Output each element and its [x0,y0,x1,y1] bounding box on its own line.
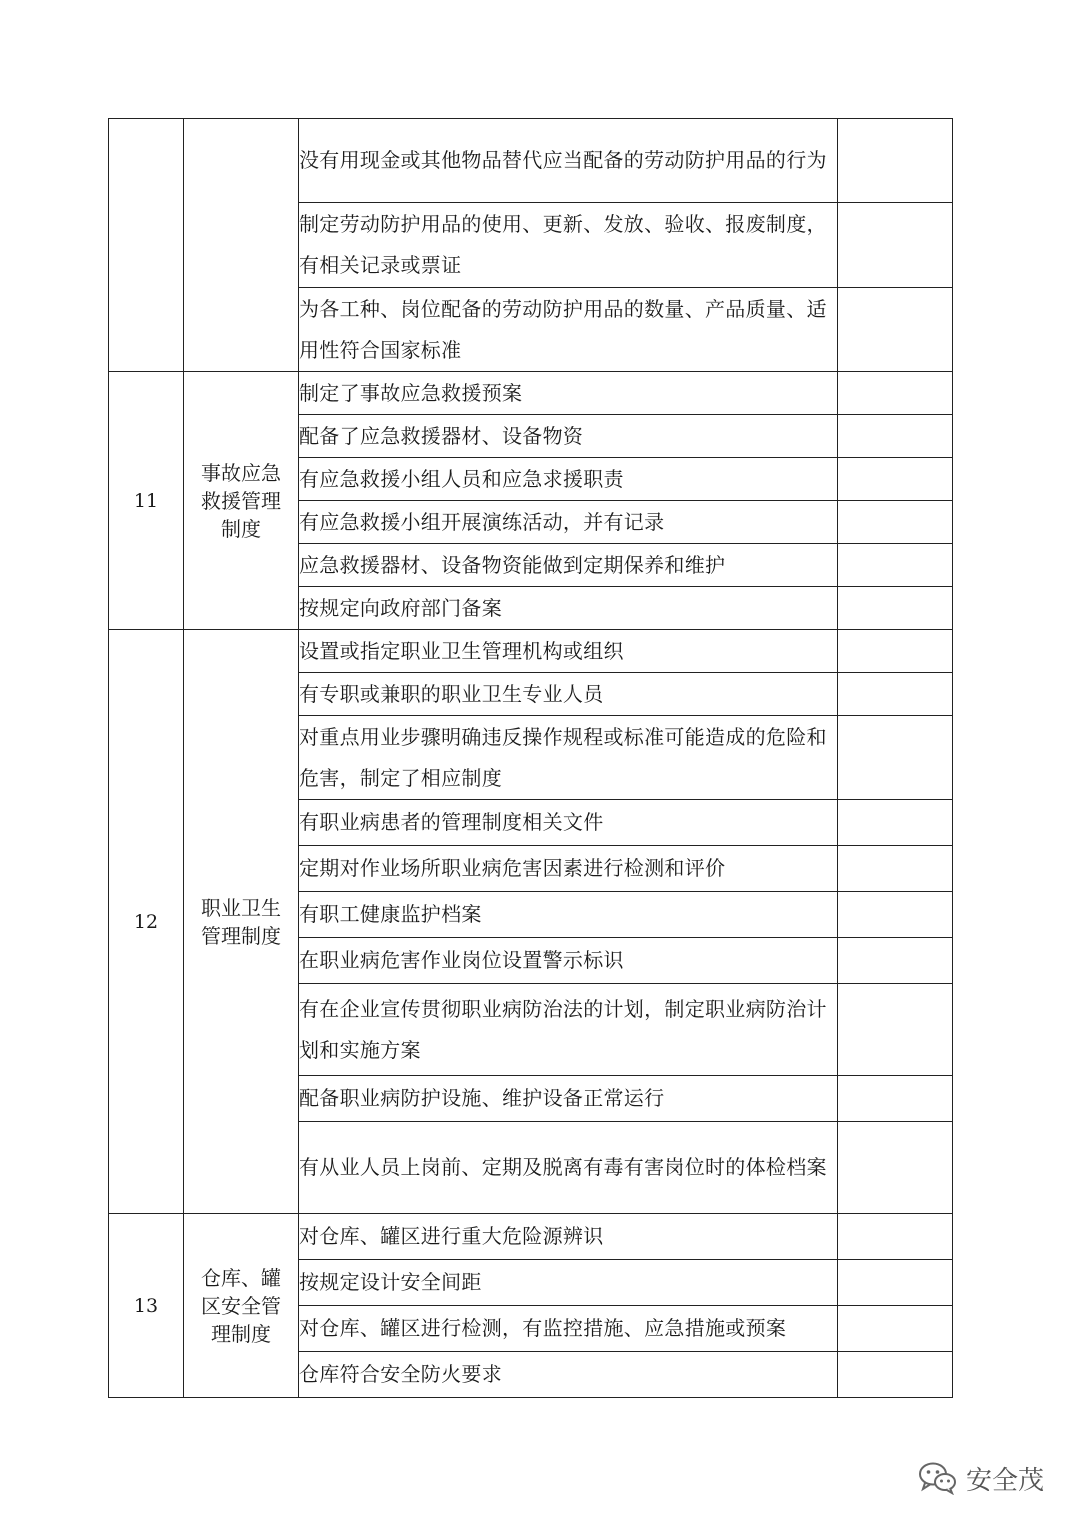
check-item-text: 有从业人员上岗前、定期及脱离有毒有害岗位时的体检档案 [299,1155,827,1179]
check-item [299,1260,838,1306]
check-result-cell[interactable] [838,501,953,544]
category-line: 事故应急 [201,460,281,485]
check-item [299,587,838,630]
category-line: 救援管理 [201,488,281,513]
check-result-cell[interactable] [838,1352,953,1398]
check-item-text: 配备职业病防护设施、维护设备正常运行 [299,1086,665,1110]
check-result-cell[interactable] [838,458,953,501]
check-item-text: 对仓库、罐区进行检测，有监控措施、应急措施或预案 [299,1316,787,1340]
section-number [109,119,184,372]
check-item [299,415,838,458]
check-result-cell[interactable] [838,984,953,1076]
check-item [299,501,838,544]
check-result-cell[interactable] [838,630,953,673]
category-line: 管理制度 [201,923,281,948]
check-result-cell[interactable] [838,716,953,800]
check-item [299,630,838,673]
section-category [184,119,299,372]
category-line: 制度 [221,516,261,541]
check-item [299,984,838,1076]
check-item-text: 有应急救援小组人员和应急求援职责 [299,466,624,491]
check-result-cell[interactable] [838,415,953,458]
check-item [299,119,838,203]
check-item [299,892,838,938]
check-result-cell[interactable] [838,1306,953,1352]
table-row [109,372,953,415]
section-number: 11 [109,372,184,630]
check-result-cell[interactable] [838,1122,953,1214]
check-item-text: 有职业病患者的管理制度相关文件 [299,810,604,834]
check-item-text: 按规定向政府部门备案 [299,595,502,620]
check-result-cell[interactable] [838,1076,953,1122]
check-item [299,846,838,892]
section-category [184,372,299,630]
check-item-text: 有在企业宣传贯彻职业病防治法的计划，制定职业病防治计划和实施方案 [299,996,827,1062]
check-item [299,673,838,716]
check-result-cell[interactable] [838,203,953,288]
check-item [299,458,838,501]
section-number: 13 [109,1214,184,1398]
check-item-text: 有应急救援小组开展演练活动，并有记录 [299,509,665,534]
wechat-icon [918,1461,958,1495]
check-item-text: 仓库符合安全防火要求 [299,1362,502,1386]
check-item-text: 没有用现金或其他物品替代应当配备的劳动防护用品的行为 [299,148,827,172]
check-item-text: 有职工健康监护档案 [299,902,482,926]
check-item [299,1352,838,1398]
check-item-text: 按规定设计安全间距 [299,1270,482,1294]
check-item [299,203,838,288]
check-item [299,1076,838,1122]
check-item [299,1306,838,1352]
section-category [184,1214,299,1398]
check-result-cell[interactable] [838,288,953,372]
check-result-cell[interactable] [838,846,953,892]
category-line: 仓库、罐 [201,1265,281,1290]
check-item-text: 制定劳动防护用品的使用、更新、发放、验收、报废制度，有相关记录或票证 [299,212,827,277]
check-item [299,544,838,587]
check-result-cell[interactable] [838,1214,953,1260]
check-item-text: 有专职或兼职的职业卫生专业人员 [299,681,604,706]
watermark-text: 安全茂 [965,1465,1044,1496]
check-result-cell[interactable] [838,119,953,203]
section-number: 12 [109,630,184,1214]
watermark [918,1458,1044,1498]
check-result-cell[interactable] [838,800,953,846]
check-item-text: 设置或指定职业卫生管理机构或组织 [299,638,624,663]
check-item-text: 对仓库、罐区进行重大危险源辨识 [299,1224,604,1248]
check-result-cell[interactable] [838,1260,953,1306]
check-item [299,372,838,415]
check-result-cell[interactable] [838,892,953,938]
check-result-cell[interactable] [838,544,953,587]
category-line: 区安全管 [201,1293,281,1318]
check-item [299,800,838,846]
check-item-text: 定期对作业场所职业病危害因素进行检测和评价 [299,856,726,880]
check-item [299,288,838,372]
check-result-cell[interactable] [838,587,953,630]
check-item-text: 在职业病危害作业岗位设置警示标识 [299,948,624,972]
check-result-cell[interactable] [838,673,953,716]
table-row [109,119,953,203]
table-row [109,630,953,673]
check-item [299,716,838,800]
check-result-cell[interactable] [838,372,953,415]
check-item-text: 配备了应急救援器材、设备物资 [299,423,584,448]
category-line: 理制度 [211,1321,271,1346]
check-item [299,938,838,984]
check-item [299,1122,838,1214]
table-row [109,1214,953,1260]
check-item-text: 为各工种、岗位配备的劳动防护用品的数量、产品质量、适用性符合国家标准 [299,296,827,362]
checklist-table [108,118,953,1398]
check-item-text: 应急救援器材、设备物资能做到定期保养和维护 [299,552,726,577]
check-item-text: 制定了事故应急救援预案 [299,380,523,405]
check-item-text: 对重点用业步骤明确违反操作规程或标准可能造成的危险和危害，制定了相应制度 [299,724,827,790]
check-result-cell[interactable] [838,938,953,984]
check-item [299,1214,838,1260]
section-category [184,630,299,1214]
category-line: 职业卫生 [201,895,281,920]
